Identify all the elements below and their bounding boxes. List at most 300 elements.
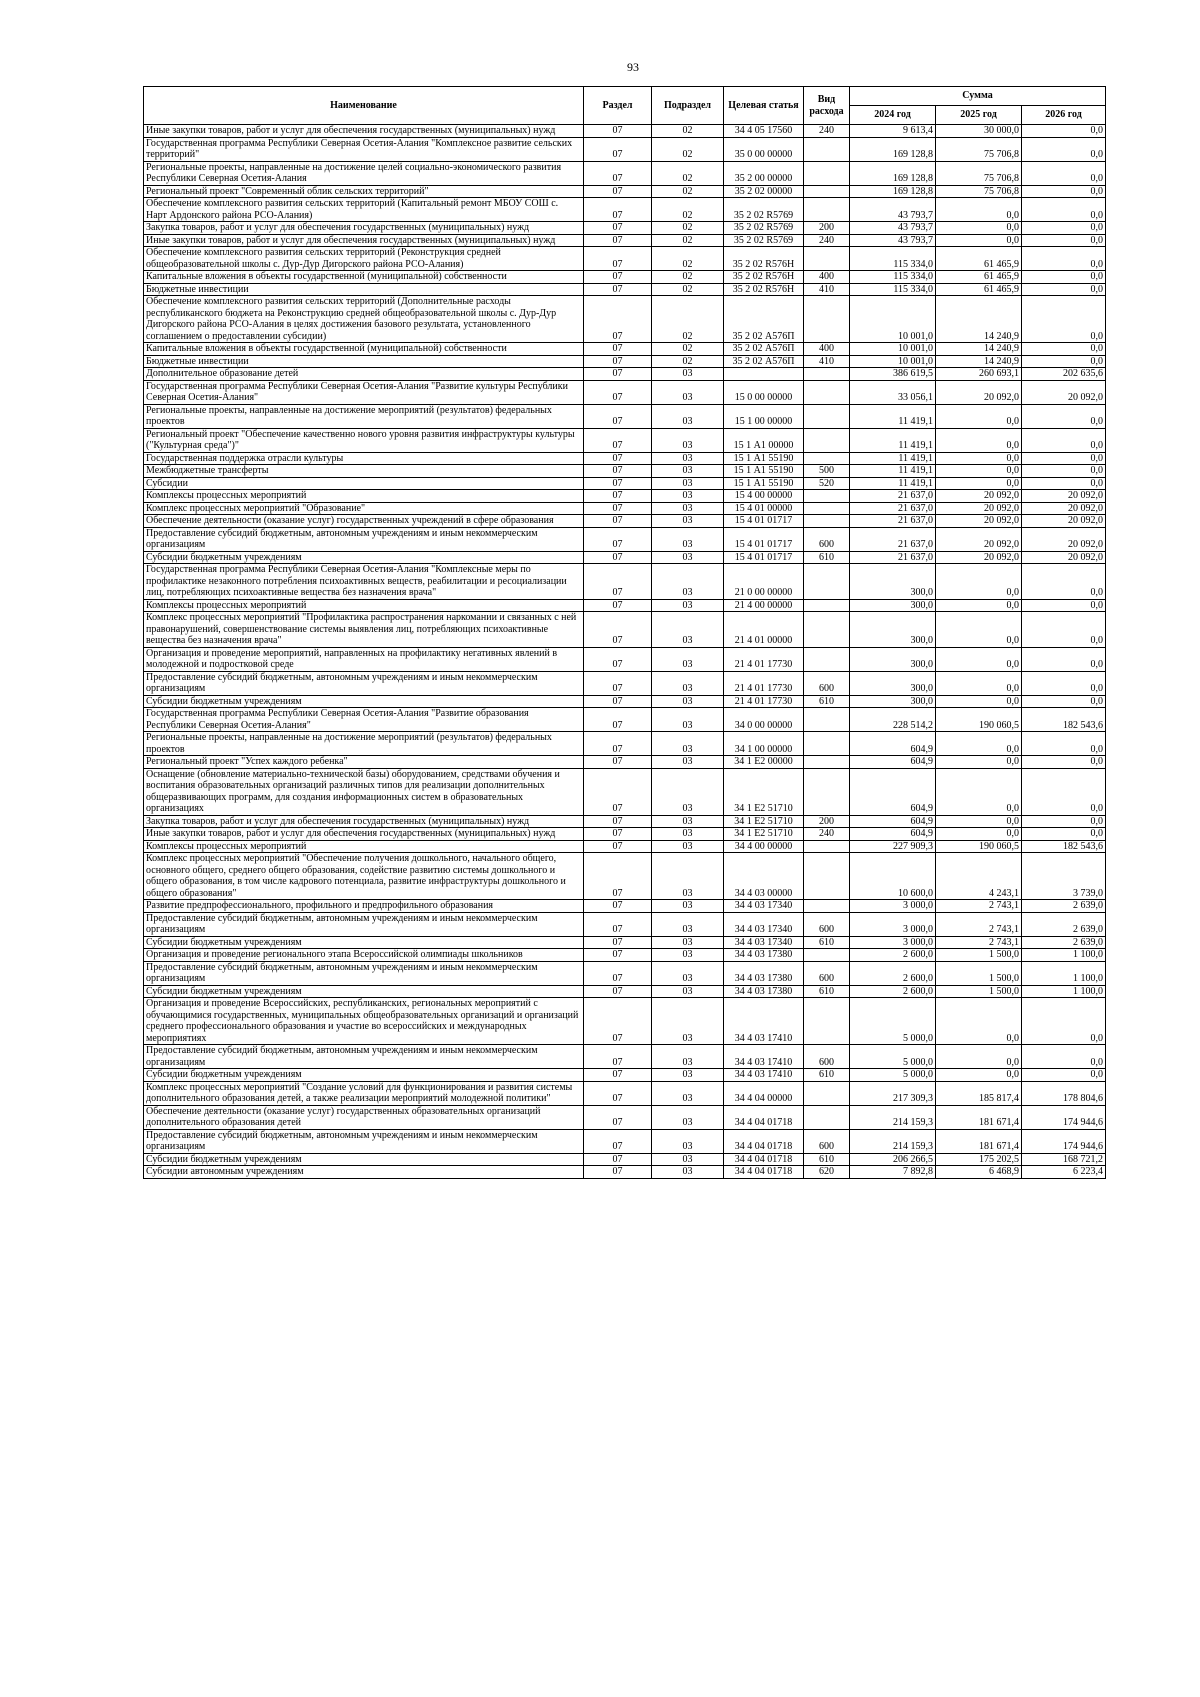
- table-row: [144, 695, 1106, 708]
- row-expense-type: 610: [804, 985, 850, 998]
- row-podrazdel: 03: [652, 1129, 724, 1153]
- row-target-article: 21 4 01 17730: [724, 671, 804, 695]
- row-value-2024: 386 619,5: [850, 368, 936, 381]
- table-row: [144, 368, 1106, 381]
- row-value-2024: 169 128,8: [850, 185, 936, 198]
- row-value-2024: 10 001,0: [850, 343, 936, 356]
- row-value-2025: 75 706,8: [936, 161, 1022, 185]
- row-razdel: 07: [584, 900, 652, 913]
- row-razdel: 07: [584, 247, 652, 271]
- row-value-2025: 6 468,9: [936, 1166, 1022, 1179]
- row-value-2026: 0,0: [1022, 283, 1106, 296]
- row-name: Региональный проект "Современный облик сельских территорий": [144, 185, 584, 198]
- row-name: Субсидии бюджетным учреждениям: [144, 1069, 584, 1082]
- table-row: [144, 1045, 1106, 1069]
- budget-table: [143, 86, 1106, 1179]
- row-expense-type: 240: [804, 828, 850, 841]
- row-value-2024: 5 000,0: [850, 1045, 936, 1069]
- row-value-2026: 0,0: [1022, 732, 1106, 756]
- row-expense-type: [804, 564, 850, 600]
- row-value-2025: 0,0: [936, 732, 1022, 756]
- row-expense-type: 520: [804, 477, 850, 490]
- row-target-article: 34 4 03 17380: [724, 949, 804, 962]
- table-row: [144, 900, 1106, 913]
- row-expense-type: [804, 502, 850, 515]
- row-name: Предоставление субсидий бюджетным, автономным учреждениям и иным некоммерческим организациям: [144, 1045, 584, 1069]
- table-row: [144, 271, 1106, 284]
- row-value-2024: 604,9: [850, 756, 936, 769]
- row-expense-type: [804, 732, 850, 756]
- row-target-article: 21 4 01 00000: [724, 612, 804, 648]
- row-razdel: 07: [584, 161, 652, 185]
- row-value-2024: 604,9: [850, 815, 936, 828]
- row-podrazdel: 03: [652, 527, 724, 551]
- row-value-2026: 168 721,2: [1022, 1153, 1106, 1166]
- header-expense-type: Вид расхода: [804, 87, 850, 125]
- row-value-2024: 11 419,1: [850, 404, 936, 428]
- row-razdel: 07: [584, 985, 652, 998]
- row-expense-type: [804, 949, 850, 962]
- row-expense-type: 600: [804, 961, 850, 985]
- row-podrazdel: 03: [652, 490, 724, 503]
- row-podrazdel: 03: [652, 768, 724, 815]
- row-expense-type: 240: [804, 125, 850, 138]
- row-value-2025: 4 243,1: [936, 853, 1022, 900]
- row-name: Обеспечение комплексного развития сельских территорий (Дополнительные расходы республиканского бюджета на Реконструкцию средней общеобразовательной школы с. Дур-Дур Дигорского района РСО-Алания в целях достижения базового результата, установленного соглашением о предоставлении субсидии): [144, 296, 584, 343]
- row-value-2026: 20 092,0: [1022, 502, 1106, 515]
- row-podrazdel: 03: [652, 612, 724, 648]
- row-target-article: 15 4 00 00000: [724, 490, 804, 503]
- row-value-2025: 20 092,0: [936, 380, 1022, 404]
- row-razdel: 07: [584, 490, 652, 503]
- row-target-article: 15 1 00 00000: [724, 404, 804, 428]
- row-value-2024: 115 334,0: [850, 247, 936, 271]
- row-value-2024: 11 419,1: [850, 428, 936, 452]
- row-name: Иные закупки товаров, работ и услуг для обеспечения государственных (муниципальных) нужд: [144, 125, 584, 138]
- row-target-article: 15 4 01 00000: [724, 502, 804, 515]
- header-sum: Сумма: [850, 87, 1106, 106]
- row-expense-type: [804, 247, 850, 271]
- row-podrazdel: 03: [652, 912, 724, 936]
- header-razdel: Раздел: [584, 87, 652, 125]
- table-row: [144, 732, 1106, 756]
- table-row: [144, 343, 1106, 356]
- row-value-2026: 182 543,6: [1022, 708, 1106, 732]
- row-target-article: 21 4 01 17730: [724, 647, 804, 671]
- row-razdel: 07: [584, 1105, 652, 1129]
- table-row: [144, 283, 1106, 296]
- row-value-2026: 0,0: [1022, 452, 1106, 465]
- row-value-2025: 0,0: [936, 828, 1022, 841]
- table-row: [144, 1129, 1106, 1153]
- row-value-2026: 0,0: [1022, 428, 1106, 452]
- row-expense-type: [804, 840, 850, 853]
- row-value-2025: 14 240,9: [936, 355, 1022, 368]
- row-target-article: 35 2 00 00000: [724, 161, 804, 185]
- table-row: [144, 234, 1106, 247]
- row-expense-type: [804, 1081, 850, 1105]
- row-podrazdel: 03: [652, 428, 724, 452]
- row-name: Региональный проект "Обеспечение качественно нового уровня развития инфраструктуры культуры ("Культурная среда")": [144, 428, 584, 452]
- row-value-2026: 182 543,6: [1022, 840, 1106, 853]
- row-value-2025: 0,0: [936, 404, 1022, 428]
- row-name: Межбюджетные трансферты: [144, 465, 584, 478]
- row-name: Иные закупки товаров, работ и услуг для обеспечения государственных (муниципальных) нужд: [144, 234, 584, 247]
- table-row: [144, 1166, 1106, 1179]
- row-podrazdel: 02: [652, 283, 724, 296]
- row-name: Региональные проекты, направленные на достижение целей социально-экономического развития Республики Северная Осетия-Алания: [144, 161, 584, 185]
- row-razdel: 07: [584, 404, 652, 428]
- row-razdel: 07: [584, 477, 652, 490]
- row-value-2025: 0,0: [936, 564, 1022, 600]
- row-name: Региональные проекты, направленные на достижение мероприятий (результатов) федеральных проектов: [144, 732, 584, 756]
- table-row: [144, 936, 1106, 949]
- row-value-2025: 0,0: [936, 465, 1022, 478]
- row-name: Бюджетные инвестиции: [144, 355, 584, 368]
- row-value-2025: 20 092,0: [936, 527, 1022, 551]
- row-razdel: 07: [584, 502, 652, 515]
- table-row: [144, 465, 1106, 478]
- row-value-2025: 0,0: [936, 1045, 1022, 1069]
- row-expense-type: 410: [804, 355, 850, 368]
- row-razdel: 07: [584, 296, 652, 343]
- table-row: [144, 502, 1106, 515]
- table-row: [144, 380, 1106, 404]
- row-podrazdel: 03: [652, 404, 724, 428]
- row-razdel: 07: [584, 222, 652, 235]
- row-expense-type: [804, 452, 850, 465]
- row-value-2026: 2 639,0: [1022, 900, 1106, 913]
- row-razdel: 07: [584, 343, 652, 356]
- row-podrazdel: 03: [652, 1081, 724, 1105]
- row-target-article: 15 4 01 01717: [724, 515, 804, 528]
- table-row: [144, 612, 1106, 648]
- row-target-article: 34 1 00 00000: [724, 732, 804, 756]
- row-value-2026: 0,0: [1022, 465, 1106, 478]
- row-name: Комплекс процессных мероприятий "Обеспечение получения дошкольного, начального общего, основного общего, среднего общего образования, содействие развитию системы дошкольного и общего образования, в том числе кадрового потенциала, развитие инфраструктуры дошкольного и общего образования": [144, 853, 584, 900]
- row-value-2024: 11 419,1: [850, 465, 936, 478]
- row-expense-type: [804, 768, 850, 815]
- row-value-2026: 0,0: [1022, 247, 1106, 271]
- row-target-article: 34 4 03 00000: [724, 853, 804, 900]
- row-value-2024: 300,0: [850, 695, 936, 708]
- row-value-2026: 0,0: [1022, 271, 1106, 284]
- row-value-2024: 300,0: [850, 599, 936, 612]
- row-name: Комплексы процессных мероприятий: [144, 490, 584, 503]
- row-target-article: 15 1 А1 55190: [724, 465, 804, 478]
- table-row: [144, 551, 1106, 564]
- row-name: Дополнительное образование детей: [144, 368, 584, 381]
- row-value-2024: 214 159,3: [850, 1129, 936, 1153]
- row-name: Субсидии бюджетным учреждениям: [144, 936, 584, 949]
- row-expense-type: 410: [804, 283, 850, 296]
- row-value-2025: 0,0: [936, 428, 1022, 452]
- row-value-2026: 0,0: [1022, 477, 1106, 490]
- row-podrazdel: 03: [652, 502, 724, 515]
- table-row: [144, 125, 1106, 138]
- row-podrazdel: 03: [652, 961, 724, 985]
- row-value-2025: 61 465,9: [936, 283, 1022, 296]
- row-value-2026: 0,0: [1022, 998, 1106, 1045]
- row-podrazdel: 03: [652, 985, 724, 998]
- table-row: [144, 355, 1106, 368]
- row-value-2025: 185 817,4: [936, 1081, 1022, 1105]
- row-razdel: 07: [584, 527, 652, 551]
- table-row: [144, 1069, 1106, 1082]
- row-value-2026: 202 635,6: [1022, 368, 1106, 381]
- row-value-2025: 0,0: [936, 1069, 1022, 1082]
- row-value-2024: 300,0: [850, 564, 936, 600]
- row-podrazdel: 03: [652, 853, 724, 900]
- row-razdel: 07: [584, 671, 652, 695]
- row-target-article: 34 4 04 01718: [724, 1153, 804, 1166]
- table-row: [144, 247, 1106, 271]
- row-value-2026: 174 944,6: [1022, 1129, 1106, 1153]
- row-name: Субсидии автономным учреждениям: [144, 1166, 584, 1179]
- row-name: Предоставление субсидий бюджетным, автономным учреждениям и иным некоммерческим организациям: [144, 912, 584, 936]
- table-row: [144, 768, 1106, 815]
- table-row: [144, 912, 1106, 936]
- row-name: Государственная поддержка отрасли культуры: [144, 452, 584, 465]
- table-row: [144, 198, 1106, 222]
- row-name: Государственная программа Республики Северная Осетия-Алания "Развитие культуры Республики Северная Осетия-Алания": [144, 380, 584, 404]
- table-row: [144, 1153, 1106, 1166]
- row-value-2024: 604,9: [850, 828, 936, 841]
- row-value-2024: 206 266,5: [850, 1153, 936, 1166]
- row-value-2025: 20 092,0: [936, 515, 1022, 528]
- row-podrazdel: 02: [652, 296, 724, 343]
- row-target-article: 35 2 02 А576П: [724, 296, 804, 343]
- row-value-2026: 0,0: [1022, 355, 1106, 368]
- row-expense-type: [804, 428, 850, 452]
- row-value-2026: 2 639,0: [1022, 936, 1106, 949]
- row-value-2024: 5 000,0: [850, 1069, 936, 1082]
- row-value-2025: 190 060,5: [936, 708, 1022, 732]
- row-value-2026: 20 092,0: [1022, 515, 1106, 528]
- row-target-article: 34 4 03 17410: [724, 998, 804, 1045]
- row-podrazdel: 02: [652, 161, 724, 185]
- row-value-2026: 0,0: [1022, 198, 1106, 222]
- row-value-2025: 0,0: [936, 998, 1022, 1045]
- row-target-article: 35 2 02 R576Н: [724, 271, 804, 284]
- row-razdel: 07: [584, 840, 652, 853]
- row-expense-type: 600: [804, 527, 850, 551]
- row-target-article: 34 4 04 01718: [724, 1129, 804, 1153]
- row-expense-type: [804, 515, 850, 528]
- row-expense-type: [804, 185, 850, 198]
- row-razdel: 07: [584, 452, 652, 465]
- row-value-2025: 14 240,9: [936, 296, 1022, 343]
- table-row: [144, 671, 1106, 695]
- row-value-2024: 10 600,0: [850, 853, 936, 900]
- row-razdel: 07: [584, 428, 652, 452]
- row-razdel: 07: [584, 551, 652, 564]
- row-name: Субсидии бюджетным учреждениям: [144, 985, 584, 998]
- row-podrazdel: 03: [652, 732, 724, 756]
- row-razdel: 07: [584, 1153, 652, 1166]
- row-expense-type: 610: [804, 936, 850, 949]
- row-razdel: 07: [584, 853, 652, 900]
- row-value-2025: 20 092,0: [936, 490, 1022, 503]
- row-expense-type: [804, 612, 850, 648]
- row-value-2025: 0,0: [936, 222, 1022, 235]
- row-expense-type: [804, 647, 850, 671]
- row-podrazdel: 02: [652, 137, 724, 161]
- row-name: Субсидии бюджетным учреждениям: [144, 1153, 584, 1166]
- row-expense-type: [804, 708, 850, 732]
- row-value-2026: 1 100,0: [1022, 985, 1106, 998]
- row-name: Комплекс процессных мероприятий "Профилактика распространения наркомании и связанных с ней правонарушений, совершенствование системы выявления лиц, потребляющих психоактивные вещества без назначения врача": [144, 612, 584, 648]
- row-target-article: 34 1 Е2 00000: [724, 756, 804, 769]
- row-razdel: 07: [584, 912, 652, 936]
- row-target-article: 34 0 00 00000: [724, 708, 804, 732]
- row-razdel: 07: [584, 815, 652, 828]
- row-value-2024: 2 600,0: [850, 949, 936, 962]
- row-value-2025: 0,0: [936, 647, 1022, 671]
- row-value-2025: 1 500,0: [936, 961, 1022, 985]
- row-name: Государственная программа Республики Северная Осетия-Алания "Развитие образования Республики Северная Осетия-Алания": [144, 708, 584, 732]
- table-row: [144, 222, 1106, 235]
- row-target-article: 15 1 А1 55190: [724, 477, 804, 490]
- row-value-2024: 21 637,0: [850, 515, 936, 528]
- row-razdel: 07: [584, 732, 652, 756]
- row-value-2026: 0,0: [1022, 1069, 1106, 1082]
- table-row: [144, 647, 1106, 671]
- table-row: [144, 840, 1106, 853]
- row-value-2025: 0,0: [936, 756, 1022, 769]
- row-target-article: [724, 368, 804, 381]
- row-podrazdel: 03: [652, 465, 724, 478]
- row-target-article: 35 2 02 R5769: [724, 222, 804, 235]
- row-value-2026: 0,0: [1022, 296, 1106, 343]
- row-podrazdel: 03: [652, 452, 724, 465]
- row-podrazdel: 03: [652, 599, 724, 612]
- row-value-2026: 0,0: [1022, 234, 1106, 247]
- row-target-article: 34 4 03 17340: [724, 936, 804, 949]
- row-value-2026: 20 092,0: [1022, 380, 1106, 404]
- row-podrazdel: 02: [652, 271, 724, 284]
- table-row: [144, 853, 1106, 900]
- row-value-2024: 169 128,8: [850, 161, 936, 185]
- row-value-2024: 300,0: [850, 647, 936, 671]
- row-value-2026: 0,0: [1022, 671, 1106, 695]
- row-value-2026: 0,0: [1022, 564, 1106, 600]
- row-expense-type: [804, 853, 850, 900]
- header-year-2025: 2025 год: [936, 106, 1022, 125]
- row-podrazdel: 03: [652, 380, 724, 404]
- row-target-article: 34 4 03 17380: [724, 985, 804, 998]
- row-razdel: 07: [584, 708, 652, 732]
- row-podrazdel: 03: [652, 695, 724, 708]
- row-razdel: 07: [584, 368, 652, 381]
- row-value-2024: 11 419,1: [850, 477, 936, 490]
- row-value-2026: 6 223,4: [1022, 1166, 1106, 1179]
- table-row: [144, 185, 1106, 198]
- row-expense-type: [804, 599, 850, 612]
- row-value-2024: 300,0: [850, 612, 936, 648]
- row-target-article: 15 4 01 01717: [724, 551, 804, 564]
- row-target-article: 35 2 02 00000: [724, 185, 804, 198]
- row-value-2024: 7 892,8: [850, 1166, 936, 1179]
- table-row: [144, 599, 1106, 612]
- row-podrazdel: 03: [652, 647, 724, 671]
- row-expense-type: [804, 998, 850, 1045]
- row-value-2026: 0,0: [1022, 599, 1106, 612]
- row-name: Обеспечение комплексного развития сельских территорий (Капитальный ремонт МБОУ СОШ с. Нарт Ардонского района РСО-Алания): [144, 198, 584, 222]
- row-podrazdel: 03: [652, 828, 724, 841]
- table-row: [144, 828, 1106, 841]
- table-body: [144, 125, 1106, 1179]
- row-target-article: 21 4 01 17730: [724, 695, 804, 708]
- row-value-2025: 175 202,5: [936, 1153, 1022, 1166]
- row-razdel: 07: [584, 961, 652, 985]
- row-value-2025: 2 743,1: [936, 936, 1022, 949]
- table-row: [144, 1081, 1106, 1105]
- row-podrazdel: 03: [652, 756, 724, 769]
- row-value-2026: 20 092,0: [1022, 490, 1106, 503]
- row-value-2026: 0,0: [1022, 161, 1106, 185]
- row-value-2024: 115 334,0: [850, 283, 936, 296]
- row-target-article: 34 4 03 17340: [724, 912, 804, 936]
- row-value-2025: 61 465,9: [936, 247, 1022, 271]
- row-razdel: 07: [584, 1045, 652, 1069]
- row-value-2025: 0,0: [936, 477, 1022, 490]
- row-expense-type: [804, 900, 850, 913]
- row-podrazdel: 03: [652, 949, 724, 962]
- row-razdel: 07: [584, 768, 652, 815]
- row-value-2025: 0,0: [936, 815, 1022, 828]
- row-value-2025: 260 693,1: [936, 368, 1022, 381]
- row-value-2025: 1 500,0: [936, 949, 1022, 962]
- row-target-article: 34 4 04 01718: [724, 1105, 804, 1129]
- row-expense-type: [804, 296, 850, 343]
- table-row: [144, 1105, 1106, 1129]
- row-podrazdel: 03: [652, 671, 724, 695]
- row-value-2024: 21 637,0: [850, 502, 936, 515]
- row-expense-type: 600: [804, 912, 850, 936]
- row-target-article: 34 1 Е2 51710: [724, 815, 804, 828]
- row-podrazdel: 03: [652, 708, 724, 732]
- row-expense-type: [804, 490, 850, 503]
- row-value-2024: 2 600,0: [850, 961, 936, 985]
- row-razdel: 07: [584, 564, 652, 600]
- table-row: [144, 985, 1106, 998]
- row-name: Предоставление субсидий бюджетным, автономным учреждениям и иным некоммерческим организациям: [144, 961, 584, 985]
- row-podrazdel: 02: [652, 198, 724, 222]
- row-razdel: 07: [584, 612, 652, 648]
- row-expense-type: 610: [804, 551, 850, 564]
- row-target-article: 15 1 А1 55190: [724, 452, 804, 465]
- row-value-2024: 217 309,3: [850, 1081, 936, 1105]
- row-podrazdel: 02: [652, 247, 724, 271]
- row-razdel: 07: [584, 599, 652, 612]
- row-value-2025: 1 500,0: [936, 985, 1022, 998]
- row-value-2025: 0,0: [936, 612, 1022, 648]
- row-razdel: 07: [584, 756, 652, 769]
- row-value-2026: 0,0: [1022, 137, 1106, 161]
- row-name: Субсидии бюджетным учреждениям: [144, 695, 584, 708]
- row-target-article: 35 2 02 R5769: [724, 234, 804, 247]
- row-name: Государственная программа Республики Северная Осетия-Алания "Комплексные меры по профилактике незаконного потребления психоактивных веществ, реабилитации и ресоциализации лиц, потребляющих психоактивные вещества без назначения врача": [144, 564, 584, 600]
- row-podrazdel: 02: [652, 234, 724, 247]
- row-name: Комплексы процессных мероприятий: [144, 599, 584, 612]
- row-value-2024: 21 637,0: [850, 490, 936, 503]
- header-podrazdel: Подраздел: [652, 87, 724, 125]
- row-podrazdel: 03: [652, 1045, 724, 1069]
- row-expense-type: 600: [804, 1129, 850, 1153]
- row-name: Комплекс процессных мероприятий "Создание условий для функционирования и развития системы дополнительного образования детей, а также реализации мероприятий молодежной политики": [144, 1081, 584, 1105]
- row-name: Организация и проведение мероприятий, направленных на профилактику негативных явлений в молодежной и подростковой среде: [144, 647, 584, 671]
